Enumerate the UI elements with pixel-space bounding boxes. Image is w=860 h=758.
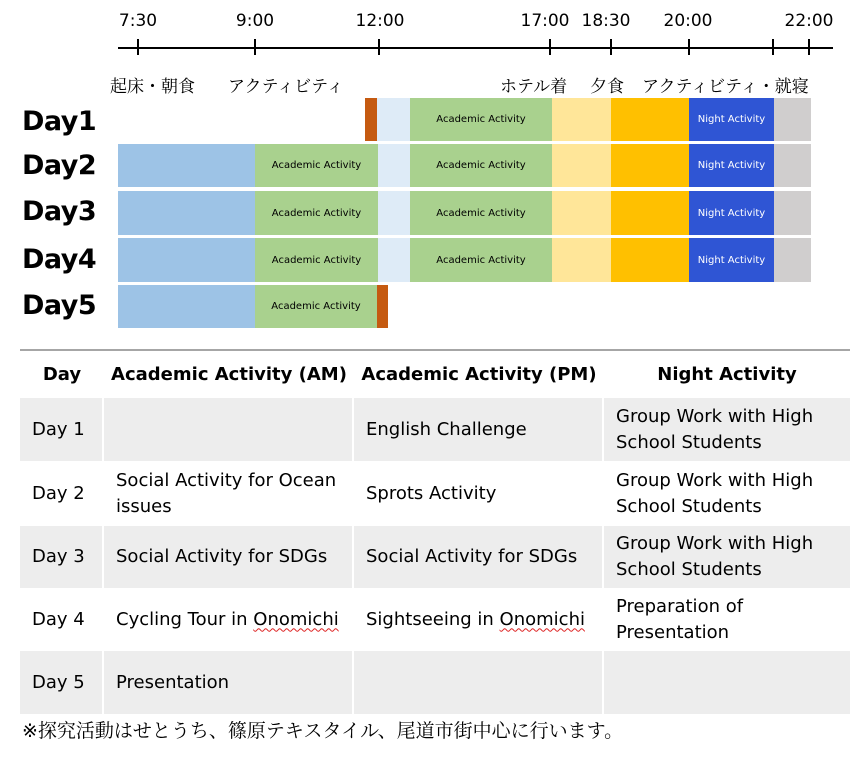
table-cell: Sprots Activity [366, 482, 497, 504]
tick-label: 7:30 [118, 11, 158, 31]
tick-label: 20:00 [663, 11, 713, 31]
table-cell: Day 4 [32, 608, 85, 630]
timeline-axis [118, 47, 833, 49]
phase-label-night: アクティビティ・就寝 [642, 77, 809, 97]
academic-block: Academic Activity [255, 191, 378, 235]
phase-label-wake: 起床・朝食 [110, 77, 195, 97]
tick-mark [378, 39, 380, 55]
night-block: Night Activity [689, 98, 774, 141]
hotel-block [552, 144, 611, 187]
lunch-block [378, 144, 410, 187]
table-header-cell: Academic Activity (PM) [361, 363, 597, 385]
day-label: Day3 [22, 196, 97, 227]
phase-label-hotel: ホテル着 [500, 77, 568, 97]
transfer-block [365, 98, 377, 141]
table-header-cell: Night Activity [657, 363, 797, 385]
tick-mark [137, 39, 139, 55]
spellcheck-underline: Onomichi [253, 608, 339, 630]
sleep-block [774, 238, 811, 282]
wake-block [118, 144, 255, 187]
wake-block [118, 285, 255, 328]
sleep-block [774, 144, 811, 187]
table-cell [104, 398, 352, 461]
academic-block: Academic Activity [255, 285, 377, 328]
dinner-block [611, 144, 689, 187]
table-cell: Group Work with High School Students [616, 469, 814, 517]
table-cell [104, 588, 352, 651]
table-row [20, 651, 850, 714]
transfer-block [377, 285, 388, 328]
academic-block: Academic Activity [410, 191, 552, 235]
tick-label: 22:00 [784, 11, 834, 31]
table-cell: Social Activity for SDGs [104, 526, 352, 588]
lunch-block [378, 191, 410, 235]
table-cell: Day 2 [32, 482, 85, 504]
table-cell: Group Work with High School Students [604, 526, 850, 588]
tick-mark [254, 39, 256, 55]
academic-block: Academic Activity [410, 238, 552, 282]
wake-block [118, 238, 255, 282]
table-cell: English Challenge [354, 398, 602, 461]
tick-mark [808, 39, 810, 55]
table-row [20, 461, 850, 526]
tick-mark [549, 39, 551, 55]
day-label: Day5 [22, 290, 97, 321]
hotel-block [552, 191, 611, 235]
day-label: Day1 [22, 106, 97, 137]
hotel-block [552, 98, 611, 141]
activity-table [20, 349, 850, 693]
hotel-block [552, 238, 611, 282]
table-cell [354, 651, 602, 714]
table-header-cell: Academic Activity (AM) [111, 363, 347, 385]
table-cell: Day 1 [20, 398, 102, 461]
tick-label: 9:00 [235, 11, 275, 31]
night-block: Night Activity [689, 238, 774, 282]
sleep-block [774, 191, 811, 235]
wake-block [118, 191, 255, 235]
phase-label-activity: アクティビティ [228, 77, 344, 97]
tick-mark [610, 39, 612, 55]
table-cell: Day 5 [20, 651, 102, 714]
tick-mark [772, 39, 774, 55]
table-row [20, 526, 850, 588]
table-row [20, 398, 850, 461]
day-label: Day2 [22, 150, 97, 181]
table-cell: Social Activity for Ocean issues [116, 469, 337, 517]
footnote: ※探究活動はせとうち、篠原テキスタイル、尾道市街中心に行います。 [22, 720, 624, 742]
night-block: Night Activity [689, 191, 774, 235]
dinner-block [611, 238, 689, 282]
tick-label: 17:00 [520, 11, 570, 31]
tick-label: 18:30 [581, 11, 631, 31]
table-header-row [20, 351, 850, 398]
table-cell-text: Sightseeing in Onomichi [366, 608, 585, 630]
lunch-block [378, 238, 410, 282]
academic-block: Academic Activity [255, 238, 378, 282]
sleep-block [774, 98, 811, 141]
tick-mark [688, 39, 690, 55]
table-header-cell: Day [42, 363, 82, 385]
table-cell: Group Work with High School Students [604, 398, 850, 461]
table-cell [354, 588, 602, 651]
table-cell: Day 3 [20, 526, 102, 588]
spellcheck-underline: Onomichi [499, 608, 585, 630]
table-cell [604, 651, 850, 714]
dinner-block [611, 98, 689, 141]
day-label: Day4 [22, 244, 97, 275]
table-cell-text: Cycling Tour in Onomichi [116, 608, 339, 630]
table-cell: Preparation of Presentation [616, 595, 744, 643]
academic-block: Academic Activity [410, 144, 552, 187]
dinner-block [611, 191, 689, 235]
academic-block: Academic Activity [410, 98, 552, 141]
tick-label: 12:00 [355, 11, 405, 31]
table-cell: Presentation [104, 651, 352, 714]
table-row [20, 588, 850, 651]
night-block: Night Activity [689, 144, 774, 187]
lunch-block [377, 98, 410, 141]
table-cell: Social Activity for SDGs [354, 526, 602, 588]
phase-label-dinner: 夕食 [590, 77, 624, 97]
academic-block: Academic Activity [255, 144, 378, 187]
